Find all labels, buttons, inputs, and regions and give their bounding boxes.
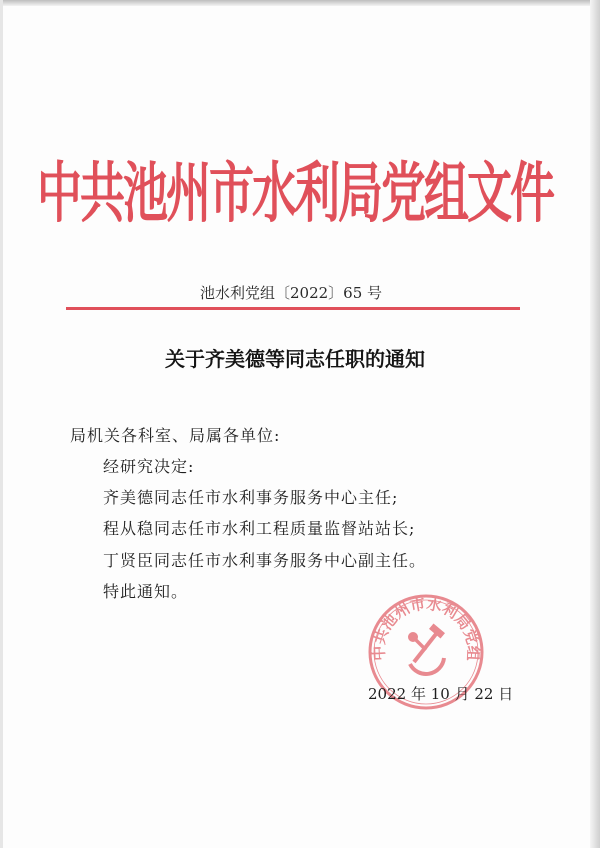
document-title: 关于齐美德等同志任职的通知 [165,347,425,371]
body-line: 程从稳同志任市水利工程质量监督站站长; [103,519,416,538]
header-red-rule [66,307,520,310]
seal-emblem-icon [408,624,444,674]
body-line: 特此通知。 [103,582,189,601]
scan-edge-left [0,0,3,848]
document-date: 2022 年 10 月 22 日 [368,685,514,703]
scan-edge-right [590,0,600,848]
body-line: 丁贤臣同志任市水利事务服务中心副主任。 [103,551,427,570]
document-number: 池水利党组〔2022〕65 号 [199,284,383,302]
document-header: 中共池州市水利局党组文件 [36,154,553,232]
body-line: 齐美德同志任市水利事务服务中心主任; [103,488,399,507]
body-line: 经研究决定: [103,457,195,476]
seal-text: 中共池州市水利局党组 [369,594,483,662]
addressee: 局机关各科室、局属各单位: [70,426,281,445]
scan-edge-top [0,0,600,6]
